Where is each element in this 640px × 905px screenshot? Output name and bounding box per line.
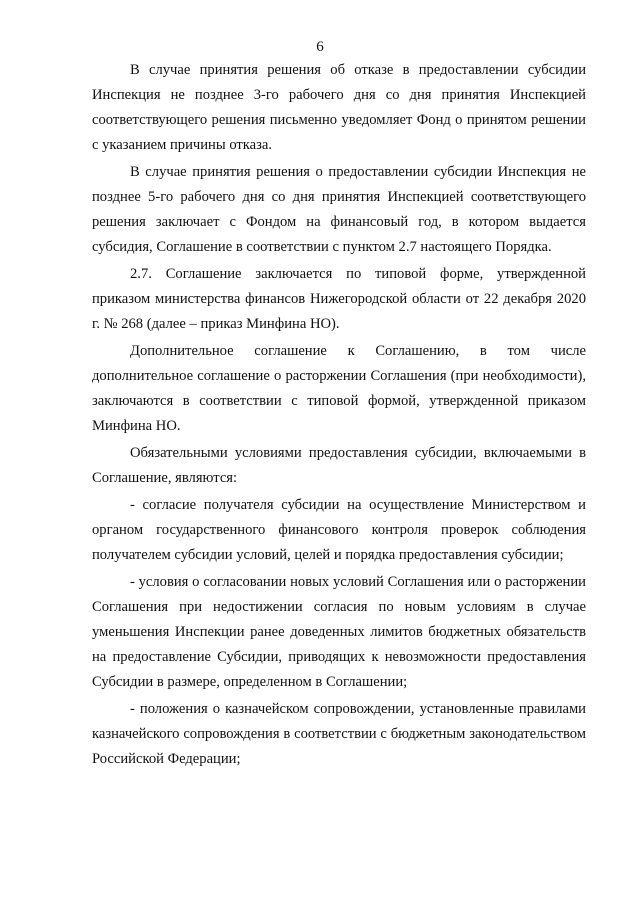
- list-item-treasury-support: - положения о казначейском сопровождении, установленные правилами казначейского сопровождения в соответствии с бюджетным законодательством Российской Федерации;: [92, 701, 586, 767]
- list-item-new-conditions: - условия о согласовании новых условий Соглашения или о расторжении Соглашения при недостижении согласия по новым условиям в случае уменьшения Инспекции ранее доведенных лимитов бюджетных обязательств на предоставление Субсидии, приводящих к невозможности предоставления Субсидии в размере, определенном в Соглашении;: [92, 574, 586, 690]
- paragraph-grant-decision: В случае принятия решения о предоставлении субсидии Инспекция не позднее 5-го рабочего дня со дня принятия Инспекцией соответствующего решения заключает с Фондом на финансовый год, в котором выдается субсидия, Соглашение в соответствии с пунктом 2.7 настоящего Порядка.: [92, 164, 586, 255]
- paragraph-mandatory-conditions: Обязательными условиями предоставления субсидии, включаемыми в Соглашение, являются:: [92, 445, 586, 486]
- paragraph-agreement-form: 2.7. Соглашение заключается по типовой форме, утвержденной приказом министерства финансов Нижегородской области от 22 декабря 2020 г. № 268 (далее – приказ Минфина НО).: [92, 266, 586, 332]
- list-item-consent-to-audits: - согласие получателя субсидии на осуществление Министерством и органом государственного финансового контроля проверок соблюдения получателем субсидии условий, целей и порядка предоставления субсидии;: [92, 497, 586, 563]
- paragraph-refusal-notice: В случае принятия решения об отказе в предоставлении субсидии Инспекция не позднее 3-го рабочего дня со дня принятия Инспекцией соответствующего решения письменно уведомляет Фонд о принятом решении с указанием причины отказа.: [92, 62, 586, 153]
- page-number: 6: [316, 39, 324, 55]
- paragraph-supplementary-agreement: Дополнительное соглашение к Соглашению, в том числе дополнительное соглашение о расторжении Соглашения (при необходимости), заключаются в соответствии с типовой формой, утвержденной приказом Минфина НО.: [92, 343, 586, 434]
- document-body: [92, 58, 586, 774]
